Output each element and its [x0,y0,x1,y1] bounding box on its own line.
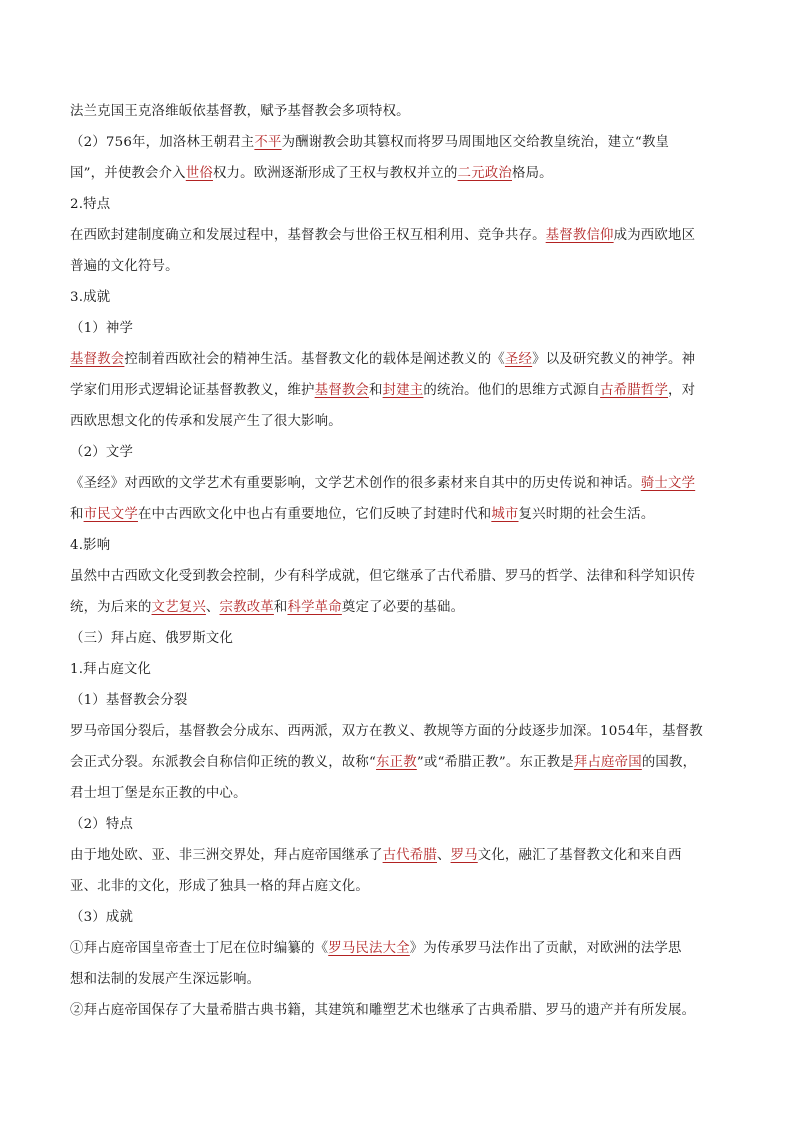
text-segment: （2）756年，加洛林王朝君主 [70,135,255,150]
text-segment: 和 [273,600,288,615]
term-link[interactable]: 罗马 [450,848,478,863]
text-segment: 权力。欧洲逐渐形成了王权与教权并立的 [212,166,458,181]
text-line [70,871,722,902]
text-line [70,778,722,809]
term-link[interactable]: 圣经 [504,352,533,367]
text-line [70,561,722,592]
text-segment: 《圣经》对西欧的文学艺术有重要影响，文学艺术创作的很多素材来自其中的历史传说和神话。 [70,476,641,491]
text-segment: ②拜占庭帝国保存了大量希腊古典书籍，其建筑和雕塑艺术也继承了古典希腊、罗马的遗产并有所发展。 [70,1003,696,1018]
term-link[interactable]: 基督教信仰 [545,228,614,243]
text-line [70,964,722,995]
text-line [70,158,722,189]
text-segment: 会正式分裂。东派教会自称信仰正统的教义，故称“ [70,755,377,770]
text-segment: ”或“希腊正教”。东正教是 [416,755,574,770]
text-segment: 奠定了必要的基础。 [341,600,465,615]
text-segment: 国”，并使教会介入 [70,166,186,181]
text-segment: 罗马帝国分裂后，基督教会分成东、西两派，双方在教义、教规等方面的分歧逐步加深。1054年，基督教 [70,724,703,739]
text-segment: 、 [205,600,220,615]
term-link[interactable]: 市民文学 [83,507,138,522]
text-line [70,220,722,251]
text-segment: 控制着西欧社会的精神生活。基督教文化的载体是阐述教义的《 [124,352,505,367]
text-segment: 学家们用形式逻辑论证基督教教义，维护 [70,383,315,398]
term-link[interactable]: 古代希腊 [382,848,437,863]
term-link[interactable]: 二元政治 [457,166,512,181]
text-line [70,437,722,468]
text-line [70,530,722,561]
text-line [70,127,722,158]
text-segment: 普遍的文化符号。 [70,259,179,274]
text-line [70,499,722,530]
text-line [70,840,722,871]
document-page [70,96,722,1026]
text-segment: 复兴时期的社会生活。 [518,507,655,522]
text-segment: 统，为后来的 [70,600,152,615]
text-line [70,375,722,406]
text-segment: 和 [70,507,84,522]
text-line [70,995,722,1026]
term-link[interactable]: 宗教改革 [219,600,274,615]
text-line [70,654,722,685]
text-line [70,189,722,220]
term-link[interactable]: 文艺复兴 [151,600,206,615]
text-segment: （2）特点 [70,817,134,832]
text-segment: 、 [436,848,451,863]
term-link[interactable]: 基督教会 [70,352,125,367]
term-link[interactable]: 罗马民法大全 [328,941,410,956]
text-segment: 文化，融汇了基督教文化和来自西 [477,848,682,863]
term-link[interactable]: 城市 [491,507,519,522]
text-line [70,313,722,344]
text-line [70,344,722,375]
text-segment: 西欧思想文化的传承和发展产生了很大影响。 [70,414,342,429]
text-segment: （2）文学 [70,445,134,460]
text-segment: 想和法制的发展产生深远影响。 [70,972,261,987]
term-link[interactable]: 科学革命 [287,600,342,615]
text-segment: 在中古西欧文化中也占有重要地位，它们反映了封建时代和 [137,507,492,522]
text-segment: （1）神学 [70,321,134,336]
text-segment: 的统治。他们的思维方式源自 [423,383,601,398]
term-link[interactable]: 世俗 [185,166,213,181]
text-line [70,592,722,623]
text-segment: 成为西欧地区 [613,228,696,243]
text-line [70,716,722,747]
term-link[interactable]: 东正教 [376,755,417,770]
text-line [70,933,722,964]
text-segment: 》以及研究教义的神学。神 [532,352,696,367]
text-line [70,282,722,313]
text-segment: ①拜占庭帝国皇帝查士丁尼在位时编纂的《 [70,941,329,956]
term-link[interactable]: 基督教会 [314,383,370,398]
text-segment: 格局。 [511,166,553,181]
text-segment: （1）基督教会分裂 [70,693,188,708]
text-segment: （三）拜占庭、俄罗斯文化 [70,631,234,646]
text-segment: 亚、北非的文化，形成了独具一格的拜占庭文化。 [70,879,369,894]
text-segment: 法兰克国王克洛维皈依基督教，赋予基督教会多项特权。 [70,104,410,119]
text-line [70,902,722,933]
text-segment: 》为传承罗马法作出了贡献，对欧洲的法学思 [409,941,682,956]
text-segment: （3）成就 [70,910,134,925]
text-segment: 虽然中古西欧文化受到教会控制，少有科学成就，但它继承了古代希腊、罗马的哲学、法律和科学知识传 [70,569,696,584]
text-line [70,623,722,654]
text-segment: ，对 [668,383,696,398]
term-link[interactable]: 封建主 [382,383,424,398]
term-link[interactable]: 骑士文学 [640,476,696,491]
text-line [70,468,722,499]
text-line [70,809,722,840]
term-link[interactable]: 不平 [254,135,282,150]
text-segment: 在西欧封建制度确立和发展过程中，基督教会与世俗王权互相利用、竞争共存。 [70,228,546,243]
term-link[interactable]: 古希腊哲学 [600,383,669,398]
text-line [70,251,722,282]
text-line [70,747,722,778]
text-segment: 的国教， [641,755,697,770]
text-segment: 和 [369,383,383,398]
text-segment: 2.特点 [70,197,111,212]
text-segment: 4.影响 [70,538,111,553]
text-segment: 君士坦丁堡是东正教的中心。 [70,786,247,801]
text-line [70,685,722,716]
text-segment: 1.拜占庭文化 [70,662,152,677]
text-segment: 3.成就 [70,290,111,305]
text-segment: 由于地处欧、亚、非三洲交界处，拜占庭帝国继承了 [70,848,383,863]
text-line [70,406,722,437]
text-segment: 为酬谢教会助其篡权而将罗马周围地区交给教皇统治，建立“教皇 [281,135,670,150]
text-line [70,96,722,127]
term-link[interactable]: 拜占庭帝国 [573,755,642,770]
